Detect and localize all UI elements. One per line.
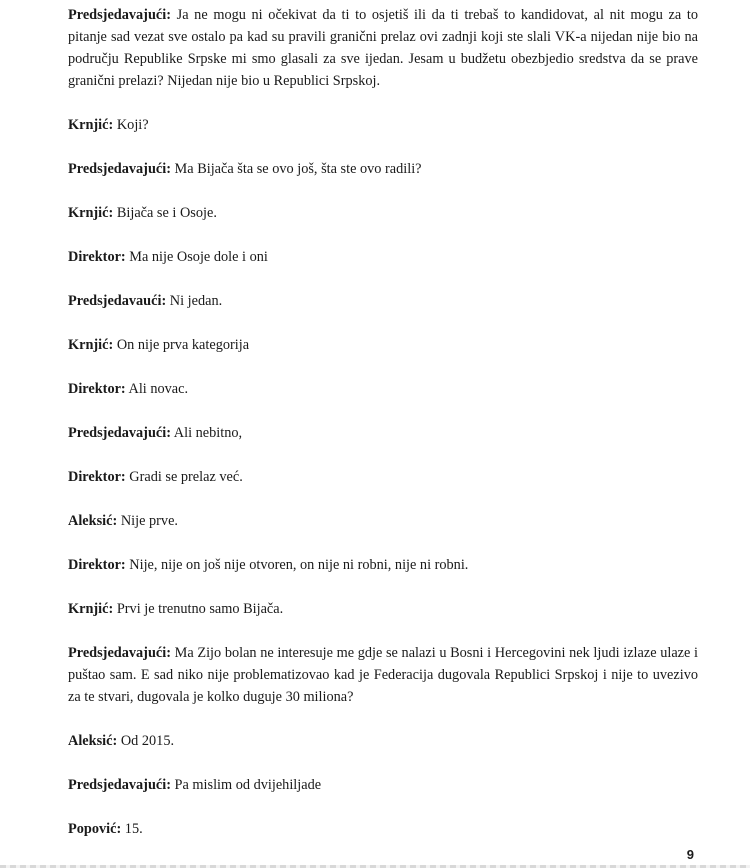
transcript-entry bbox=[68, 598, 698, 620]
page-number: 9 bbox=[686, 847, 694, 862]
transcript-entry bbox=[68, 4, 698, 92]
transcript-entry bbox=[68, 202, 698, 224]
utterance-text: Nije, nije on još nije otvoren, on nije ni robni, nije ni robni. bbox=[125, 557, 469, 573]
utterance-text: Ja ne mogu ni očekivat da ti to osjetiš ili da ti trebaš to kandidovat, al nit mogu za to pitanje sad vezat sve ostalo pa kad su pravili granični prelaz ovi zadnji koji ste slali VK-a nijedan nije bio na području Republike Srpske mi smo glasali za sve ijedan. Jesam u budžetu obezbjedio sredstva da se prave granični prelazi? Nijedan nije bio u Republici Srpskoj. bbox=[68, 7, 698, 89]
utterance-text: Ali nebitno, bbox=[170, 425, 243, 441]
speaker-name: Direktor: bbox=[68, 381, 126, 397]
speaker-name: Predsjedavajući: bbox=[68, 425, 171, 441]
transcript-entry bbox=[68, 730, 698, 752]
transcript-page bbox=[68, 4, 698, 840]
transcript-entry bbox=[68, 510, 698, 532]
utterance-text: 15. bbox=[121, 821, 143, 837]
speaker-name: Predsjedavajući: bbox=[68, 645, 171, 661]
speaker-name: Krnjić: bbox=[68, 205, 114, 221]
speaker-name: Krnjić: bbox=[68, 337, 114, 353]
utterance-text: Nije prve. bbox=[117, 513, 178, 529]
transcript-entry bbox=[68, 466, 698, 488]
transcript-entry bbox=[68, 246, 698, 268]
speaker-name: Predsjedavajući: bbox=[68, 777, 171, 793]
utterance-text: Ma Zijo bolan ne interesuje me gdje se nalazi u Bosni i Hercegovini nek ljudi izlaze ulaze i puštao sam. E sad niko nije problematizovao kad je Federacija dugovala Republici Srpskoj i nije to uvezivo za te stvari, dugovala je kolko duguje 30 miliona? bbox=[68, 645, 698, 705]
speaker-name: Predsjedavajući: bbox=[68, 161, 171, 177]
utterance-text: Ma nije Osoje dole i oni bbox=[125, 249, 268, 265]
speaker-name: Predsjedavaući: bbox=[68, 293, 167, 309]
transcript-entry bbox=[68, 290, 698, 312]
transcript-entry bbox=[68, 422, 698, 444]
speaker-name: Aleksić: bbox=[68, 733, 118, 749]
speaker-name: Krnjić: bbox=[68, 601, 114, 617]
transcript-entry bbox=[68, 774, 698, 796]
transcript-entry bbox=[68, 818, 698, 840]
utterance-text: Od 2015. bbox=[117, 733, 175, 749]
speaker-name: Direktor: bbox=[68, 469, 126, 485]
utterance-text: Pa mislim od dvijehiljade bbox=[170, 777, 322, 793]
speaker-name: Predsjedavajući: bbox=[68, 7, 171, 23]
speaker-name: Direktor: bbox=[68, 249, 126, 265]
utterance-text: Ali novac. bbox=[125, 381, 189, 397]
speaker-name: Aleksić: bbox=[68, 513, 118, 529]
transcript-entry bbox=[68, 554, 698, 576]
speaker-name: Direktor: bbox=[68, 557, 126, 573]
speaker-name: Popović: bbox=[68, 821, 122, 837]
transcript-entry bbox=[68, 642, 698, 708]
utterance-text: Bijača se i Osoje. bbox=[113, 205, 217, 221]
utterance-text: On nije prva kategorija bbox=[113, 337, 250, 353]
speaker-name: Krnjić: bbox=[68, 117, 114, 133]
utterance-text: Ma Bijača šta se ovo još, šta ste ovo radili? bbox=[170, 161, 422, 177]
transcript-entry bbox=[68, 378, 698, 400]
utterance-text: Ni jedan. bbox=[166, 293, 223, 309]
utterance-text: Prvi je trenutno samo Bijača. bbox=[113, 601, 284, 617]
utterance-text: Gradi se prelaz već. bbox=[125, 469, 243, 485]
utterance-text: Koji? bbox=[113, 117, 149, 133]
transcript-entry bbox=[68, 334, 698, 356]
transcript-entry bbox=[68, 158, 698, 180]
transcript-entry bbox=[68, 114, 698, 136]
